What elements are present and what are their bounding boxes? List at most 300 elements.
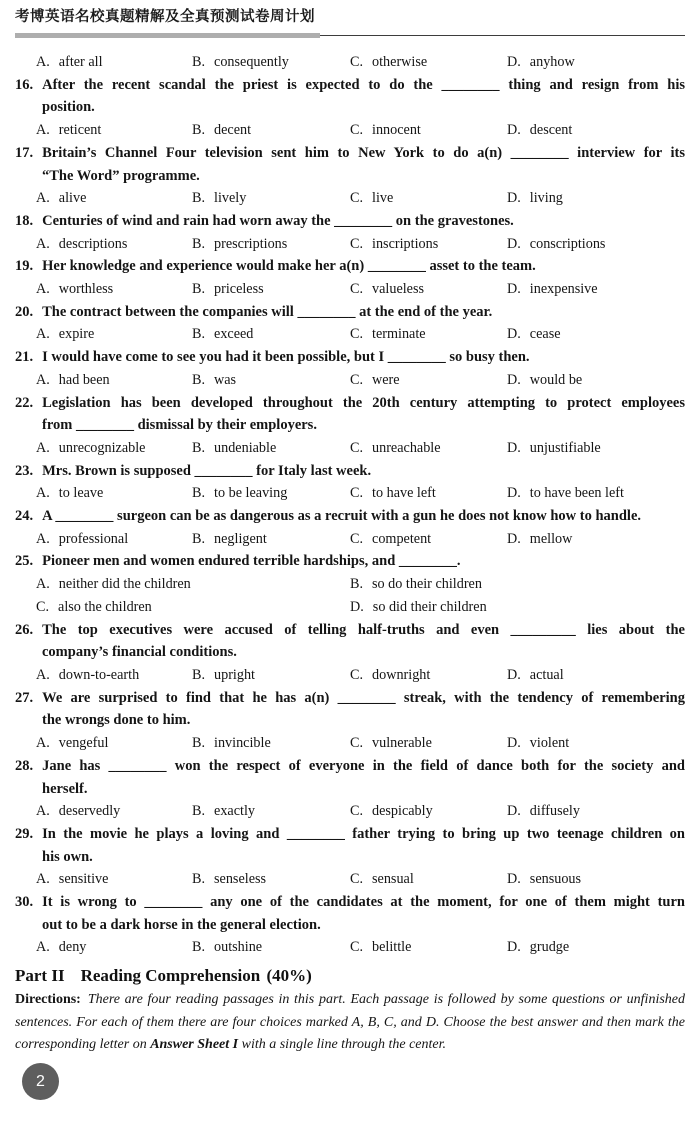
question-stem <box>15 142 685 187</box>
question-stem <box>15 755 685 800</box>
option-d <box>507 187 685 210</box>
option-label: D. <box>350 598 364 615</box>
option-text: despicably <box>372 803 433 820</box>
question-number: 26. <box>15 621 34 638</box>
question-18 <box>15 210 685 255</box>
stem-text: his own. <box>42 848 93 865</box>
stem-line <box>15 550 685 573</box>
question-number: 16. <box>15 76 34 93</box>
option-b <box>350 573 685 596</box>
option-label: A. <box>36 371 50 388</box>
question-list <box>15 51 685 959</box>
option-c <box>36 596 350 619</box>
option-b <box>192 187 350 210</box>
part2-heading <box>15 966 685 986</box>
options-row <box>15 528 685 551</box>
option-text: upright <box>214 666 255 683</box>
option-text: was <box>214 371 237 388</box>
options-row <box>15 482 685 505</box>
option-text: to have left <box>372 485 436 502</box>
option-text: reticent <box>58 122 102 139</box>
question-28 <box>15 755 685 823</box>
question-number: 27. <box>15 689 34 706</box>
option-label: C. <box>350 54 364 70</box>
option-c <box>350 437 507 460</box>
option-label: C. <box>350 281 364 298</box>
stem-text: herself. <box>42 780 88 797</box>
question-number: 24. <box>15 508 34 525</box>
question-29 <box>15 823 685 891</box>
option-d <box>507 482 685 505</box>
option-label: D. <box>507 54 521 70</box>
directions-label: Directions: <box>15 992 81 1008</box>
question-stem <box>15 891 685 936</box>
header-rule <box>15 31 685 36</box>
stem-text: Britain’s Channel Four television sent him to New York to do a(n) ________ interview for its <box>42 144 685 161</box>
option-d <box>507 437 685 460</box>
option-text: also the children <box>58 598 152 615</box>
question-20 <box>15 301 685 346</box>
option-label: D. <box>507 485 521 502</box>
stem-line <box>15 460 685 483</box>
option-text: lively <box>214 190 247 207</box>
stem-text: We are surprised to find that he has a(n) ________ streak, with the tendency of remembering <box>42 689 685 706</box>
question-stem <box>15 550 685 573</box>
stem-line <box>15 255 685 278</box>
option-text: grudge <box>529 939 570 956</box>
option-text: downright <box>372 666 431 683</box>
option-label: C. <box>350 371 364 388</box>
options-row <box>15 119 685 142</box>
part2-heading-title: Reading Comprehension <box>80 966 261 986</box>
option-label: D. <box>507 439 521 456</box>
option-text: violent <box>529 735 570 752</box>
stem-line <box>15 301 685 324</box>
option-text: sensuous <box>529 871 582 888</box>
option-text: diffusely <box>529 803 580 820</box>
options-row <box>15 800 685 823</box>
option-d <box>507 51 685 74</box>
option-c <box>350 664 507 687</box>
option-text: neither did the children <box>58 576 191 593</box>
option-text: invincible <box>214 735 271 752</box>
option-label: B. <box>192 122 206 139</box>
option-text: conscriptions <box>529 235 606 252</box>
stem-text: position. <box>42 99 95 116</box>
stem-text: the wrongs done to him. <box>42 712 191 729</box>
option-b <box>192 437 350 460</box>
question-27 <box>15 687 685 755</box>
option-a <box>36 437 192 460</box>
option-d <box>350 596 685 619</box>
option-text: actual <box>529 666 564 683</box>
stem-line <box>15 392 685 415</box>
option-b <box>192 664 350 687</box>
option-text: vulnerable <box>372 735 432 752</box>
stem-line <box>15 709 685 732</box>
question-21 <box>15 346 685 391</box>
stem-line <box>15 210 685 233</box>
stem-text: company’s financial conditions. <box>42 644 237 661</box>
option-b <box>192 51 350 74</box>
stem-line <box>15 914 685 937</box>
option-a <box>36 119 192 142</box>
option-a <box>36 732 192 755</box>
option-label: A. <box>36 281 50 298</box>
option-text: so did their children <box>372 598 487 615</box>
option-text: inexpensive <box>529 281 598 298</box>
question-number: 19. <box>15 258 34 275</box>
option-b <box>192 278 350 301</box>
question-16 <box>15 74 685 142</box>
option-text: exactly <box>214 803 255 820</box>
option-label: B. <box>192 939 206 956</box>
question-stem <box>15 460 685 483</box>
question-number: 20. <box>15 303 34 320</box>
stem-text: I would have come to see you had it been possible, but I ________ so busy then. <box>42 349 530 366</box>
option-label: C. <box>350 485 364 502</box>
option-d <box>507 868 685 891</box>
option-d <box>507 528 685 551</box>
option-label: A. <box>36 235 50 252</box>
option-text: to leave <box>58 485 104 502</box>
option-c <box>350 800 507 823</box>
option-text: expire <box>58 326 95 343</box>
stem-text: It is wrong to ________ any one of the candidates at the moment, for one of them might turn <box>42 894 685 911</box>
stem-line <box>15 505 685 528</box>
option-c <box>350 51 507 74</box>
question-25 <box>15 550 685 618</box>
option-d <box>507 664 685 687</box>
option-label: D. <box>507 939 521 956</box>
option-label: A. <box>36 530 50 547</box>
option-c <box>350 119 507 142</box>
option-text: after all <box>58 54 103 70</box>
options-row <box>15 936 685 959</box>
option-label: A. <box>36 190 50 207</box>
stem-line <box>15 823 685 846</box>
options-row <box>15 278 685 301</box>
option-label: A. <box>36 485 50 502</box>
option-text: deservedly <box>58 803 121 820</box>
option-text: sensitive <box>58 871 109 888</box>
option-a <box>36 528 192 551</box>
option-text: living <box>529 190 563 207</box>
option-label: B. <box>192 530 206 547</box>
option-label: B. <box>192 485 206 502</box>
option-text: otherwise <box>372 54 428 70</box>
question-number: 25. <box>15 553 34 570</box>
stem-line <box>15 755 685 778</box>
option-text: innocent <box>372 122 421 139</box>
options-row <box>15 323 685 346</box>
option-label: C. <box>350 666 364 683</box>
stem-line <box>15 142 685 165</box>
option-b <box>192 482 350 505</box>
option-b <box>192 800 350 823</box>
option-text: so do their children <box>372 576 482 593</box>
option-label: D. <box>507 735 521 752</box>
option-label: B. <box>192 666 206 683</box>
part2-section <box>15 966 685 1057</box>
option-d <box>507 732 685 755</box>
option-c <box>350 868 507 891</box>
page-number-badge <box>22 1063 59 1100</box>
option-label: A. <box>36 666 50 683</box>
stem-line <box>15 619 685 642</box>
option-text: outshine <box>214 939 263 956</box>
stem-text: Pioneer men and women endured terrible hardships, and ________. <box>42 553 461 570</box>
option-d <box>507 119 685 142</box>
header-rule-accent <box>15 33 320 38</box>
question-24 <box>15 505 685 550</box>
option-label: C. <box>350 803 364 820</box>
stem-line <box>15 414 685 437</box>
option-label: D. <box>507 190 521 207</box>
options-row <box>15 732 685 755</box>
option-text: descriptions <box>58 235 128 252</box>
option-text: to be leaving <box>214 485 288 502</box>
options-row <box>15 664 685 687</box>
option-label: C. <box>350 439 364 456</box>
stem-text: Jane has ________ won the respect of everyone in the field of dance both for the society and <box>42 757 685 774</box>
option-c <box>350 732 507 755</box>
option-label: B. <box>350 576 364 593</box>
question-stem <box>15 346 685 369</box>
option-text: mellow <box>529 530 573 547</box>
options-row <box>15 187 685 210</box>
option-a <box>36 936 192 959</box>
stem-line <box>15 74 685 97</box>
stem-line <box>15 687 685 710</box>
part2-heading-score: (40%) <box>266 966 312 986</box>
option-b <box>192 936 350 959</box>
option-a <box>36 278 192 301</box>
option-text: alive <box>58 190 87 207</box>
question-number: 30. <box>15 894 34 911</box>
stem-line <box>15 96 685 119</box>
option-label: C. <box>350 235 364 252</box>
option-c <box>350 278 507 301</box>
option-text: prescriptions <box>214 235 288 252</box>
option-label: A. <box>36 735 50 752</box>
option-label: D. <box>507 803 521 820</box>
option-text: cease <box>529 326 561 343</box>
option-d <box>507 369 685 392</box>
option-b <box>192 323 350 346</box>
page-number: 2 <box>36 1072 45 1090</box>
stem-text: Legislation has been developed throughout the 20th century attempting to protect employees <box>42 394 685 411</box>
option-d <box>507 936 685 959</box>
option-a <box>36 187 192 210</box>
option-text: decent <box>214 122 252 139</box>
question-23 <box>15 460 685 505</box>
option-label: B. <box>192 371 206 388</box>
option-label: D. <box>507 235 521 252</box>
option-label: C. <box>350 871 364 888</box>
options-row <box>15 573 685 618</box>
option-text: unreachable <box>372 439 441 456</box>
option-text: belittle <box>372 939 412 956</box>
option-label: B. <box>192 190 206 207</box>
option-label: D. <box>507 666 521 683</box>
question-number: 17. <box>15 144 34 161</box>
option-text: consequently <box>214 54 289 70</box>
question-stem <box>15 619 685 664</box>
stem-text: “The Word” programme. <box>42 167 200 184</box>
option-d <box>507 278 685 301</box>
stem-text: The contract between the companies will ________ at the end of the year. <box>42 303 493 320</box>
option-label: B. <box>192 735 206 752</box>
stem-text: After the recent scandal the priest is expected to do the ________ thing and resign from his <box>42 76 685 93</box>
option-c <box>350 187 507 210</box>
option-a <box>36 573 350 596</box>
option-b <box>192 119 350 142</box>
option-a <box>36 51 192 74</box>
question-number: 28. <box>15 757 34 774</box>
option-label: D. <box>507 122 521 139</box>
options-row <box>15 233 685 256</box>
option-text: anyhow <box>529 54 575 70</box>
question-number: 21. <box>15 349 34 366</box>
option-d <box>507 800 685 823</box>
question-stem <box>15 301 685 324</box>
option-text: valueless <box>372 281 425 298</box>
option-text: professional <box>58 530 129 547</box>
option-b <box>192 868 350 891</box>
option-text: undeniable <box>214 439 277 456</box>
option-b <box>192 528 350 551</box>
option-text: priceless <box>214 281 264 298</box>
option-label: B. <box>192 54 206 70</box>
option-label: B. <box>192 803 206 820</box>
option-a <box>36 369 192 392</box>
option-label: C. <box>350 326 364 343</box>
stem-text: Her knowledge and experience would make her a(n) ________ asset to the team. <box>42 258 536 275</box>
question-number: 22. <box>15 394 34 411</box>
stem-text: Mrs. Brown is supposed ________ for Italy last week. <box>42 462 372 479</box>
option-text: unrecognizable <box>58 439 146 456</box>
option-c <box>350 482 507 505</box>
stem-line <box>15 891 685 914</box>
option-label: D. <box>507 530 521 547</box>
option-label: C. <box>350 190 364 207</box>
option-label: A. <box>36 326 50 343</box>
directions-text-end: with a single line through the center. <box>238 1037 447 1053</box>
option-label: B. <box>192 326 206 343</box>
option-label: D. <box>507 326 521 343</box>
option-text: live <box>372 190 394 207</box>
option-a <box>36 482 192 505</box>
part2-directions <box>15 989 685 1057</box>
stem-line <box>15 346 685 369</box>
option-label: A. <box>36 939 50 956</box>
option-text: sensual <box>372 871 414 888</box>
option-text: negligent <box>214 530 267 547</box>
question-stem <box>15 823 685 868</box>
question-stem <box>15 505 685 528</box>
question-30 <box>15 891 685 959</box>
option-label: D. <box>507 281 521 298</box>
option-text: to have been left <box>529 485 624 502</box>
option-d <box>507 233 685 256</box>
option-label: A. <box>36 439 50 456</box>
options-row <box>15 51 685 74</box>
book-title: 考博英语名校真题精解及全真预测试卷周计划 <box>15 9 315 25</box>
option-text: senseless <box>214 871 267 888</box>
option-text: unjustifiable <box>529 439 601 456</box>
option-text: descent <box>529 122 573 139</box>
stem-line <box>15 846 685 869</box>
option-label: C. <box>350 735 364 752</box>
option-c <box>350 369 507 392</box>
option-label: C. <box>350 530 364 547</box>
question-22 <box>15 392 685 460</box>
question-number: 29. <box>15 825 34 842</box>
option-a <box>36 800 192 823</box>
options-row <box>15 369 685 392</box>
stem-text: Centuries of wind and rain had worn away the ________ on the gravestones. <box>42 212 514 229</box>
option-label: A. <box>36 803 50 820</box>
option-b <box>192 233 350 256</box>
option-label: B. <box>192 439 206 456</box>
question-stem <box>15 210 685 233</box>
option-text: terminate <box>372 326 426 343</box>
option-label: C. <box>350 939 364 956</box>
option-label: A. <box>36 54 50 70</box>
stem-line <box>15 778 685 801</box>
stem-text: from ________ dismissal by their employers. <box>42 417 317 434</box>
directions-text: There are four reading passages in this part. Each passage is followed by some questions or unfinished sentences. For each of them there are four choices marked A, B, C, and D. Choose the best answer and then mark the corresponding letter on <box>15 992 685 1053</box>
option-label: A. <box>36 871 50 888</box>
option-c <box>350 233 507 256</box>
option-text: worthless <box>58 281 114 298</box>
option-label: B. <box>192 235 206 252</box>
option-text: would be <box>529 371 583 388</box>
option-a <box>36 233 192 256</box>
option-label: A. <box>36 576 50 593</box>
option-c <box>350 323 507 346</box>
option-label: B. <box>192 871 206 888</box>
options-row <box>15 868 685 891</box>
stem-text: In the movie he plays a loving and ________ father trying to bring up two teenage children on <box>42 825 685 842</box>
stem-line <box>15 641 685 664</box>
question-stem <box>15 74 685 119</box>
page-header <box>15 0 685 36</box>
option-text: down-to-earth <box>58 666 140 683</box>
question-stem <box>15 392 685 437</box>
stem-text: The top executives were accused of telling half-truths and even _________ lies about the <box>42 621 685 638</box>
option-text: competent <box>372 530 432 547</box>
option-label: B. <box>192 281 206 298</box>
question-17 <box>15 142 685 210</box>
option-a <box>36 868 192 891</box>
option-label: D. <box>507 371 521 388</box>
option-text: inscriptions <box>372 235 439 252</box>
question-number: 23. <box>15 462 34 479</box>
options-row <box>15 437 685 460</box>
option-label: C. <box>36 598 50 615</box>
question-stem <box>15 255 685 278</box>
option-c <box>350 936 507 959</box>
part2-heading-label: Part II <box>15 966 65 986</box>
directions-answer-sheet: Answer Sheet I <box>150 1037 239 1053</box>
option-label: C. <box>350 122 364 139</box>
question-stem <box>15 687 685 732</box>
option-text: were <box>372 371 400 388</box>
option-label: A. <box>36 122 50 139</box>
option-text: exceed <box>214 326 254 343</box>
